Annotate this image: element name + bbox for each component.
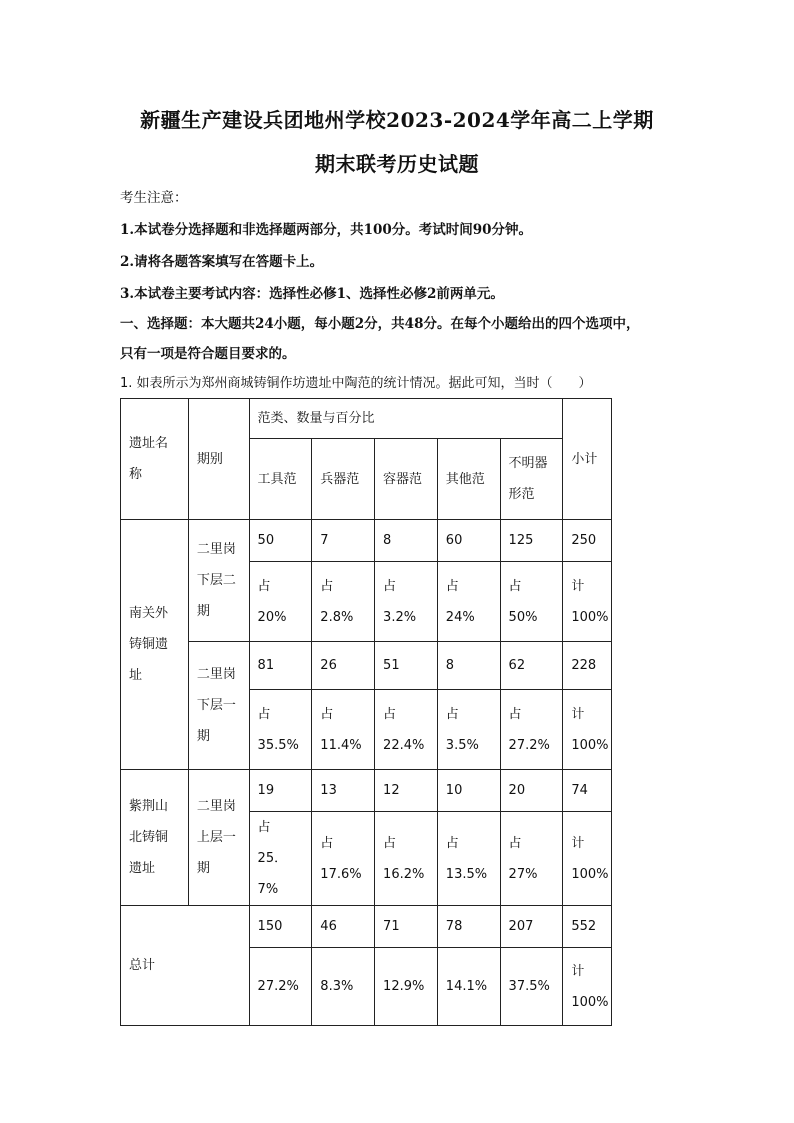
- cell-percent: 占 24%: [437, 562, 500, 642]
- table-header-row: [121, 399, 612, 439]
- cell-count: 150: [249, 906, 312, 948]
- header-period: 期别: [188, 399, 249, 520]
- cell-count: 78: [437, 906, 500, 948]
- header-site: 遗址名 称: [121, 399, 189, 520]
- table-row-total: [121, 906, 612, 948]
- cell-subtotal: 228: [563, 642, 612, 690]
- cell-count: 19: [249, 770, 312, 812]
- cell-percent: 占 27%: [500, 812, 563, 906]
- cell-count: 125: [500, 520, 563, 562]
- mold-statistics-table: [120, 398, 612, 1026]
- notice-item-1: 1.本试卷分选择题和非选择题两部分，共100分。考试时间90分钟。: [120, 222, 533, 238]
- exam-title-line2: 期末联考历史试题: [315, 152, 479, 176]
- cell-percent: 占 17.6%: [312, 812, 375, 906]
- cell-subtotal-percent: 计 100%: [563, 812, 612, 906]
- cell-percent: 12.9%: [375, 948, 438, 1026]
- cell-count: 71: [375, 906, 438, 948]
- header-subtotal: 小计: [563, 399, 612, 520]
- table-row: [121, 520, 612, 562]
- header-vessel: 容器范: [375, 439, 438, 520]
- cell-count: 13: [312, 770, 375, 812]
- cell-count: 46: [312, 906, 375, 948]
- notice-item-3: 3.本试卷主要考试内容：选择性必修1、选择性必修2前两单元。: [120, 286, 504, 302]
- site-nanguanwai: 南关外 铸铜遗 址: [121, 520, 189, 770]
- notice-heading: 考生注意：: [120, 190, 188, 206]
- period-lower-2: 二里岗 下层二 期: [188, 520, 249, 642]
- cell-percent: 占 20%: [249, 562, 312, 642]
- cell-count: 207: [500, 906, 563, 948]
- cell-count: 7: [312, 520, 375, 562]
- table-row: [121, 770, 612, 812]
- cell-count: 26: [312, 642, 375, 690]
- site-zijingshan: 紫荆山 北铸铜 遗址: [121, 770, 189, 906]
- header-unknown: 不明器 形范: [500, 439, 563, 520]
- cell-percent: 占 50%: [500, 562, 563, 642]
- cell-subtotal-percent: 计 100%: [563, 562, 612, 642]
- cell-count: 51: [375, 642, 438, 690]
- cell-count: 60: [437, 520, 500, 562]
- period-lower-1: 二里岗 下层一 期: [188, 642, 249, 770]
- cell-percent: 8.3%: [312, 948, 375, 1026]
- table-row: [121, 642, 612, 690]
- cell-count: 8: [437, 642, 500, 690]
- cell-percent: 占 22.4%: [375, 690, 438, 770]
- cell-subtotal: 250: [563, 520, 612, 562]
- cell-percent: 占 16.2%: [375, 812, 438, 906]
- cell-count: 20: [500, 770, 563, 812]
- header-weapon: 兵器范: [312, 439, 375, 520]
- cell-subtotal-percent: 计 100%: [563, 690, 612, 770]
- cell-count: 62: [500, 642, 563, 690]
- cell-percent: 27.2%: [249, 948, 312, 1026]
- section-instruction-line1: 一、选择题：本大题共24小题，每小题2分，共48分。在每个小题给出的四个选项中，: [120, 316, 640, 332]
- cell-subtotal: 552: [563, 906, 612, 948]
- cell-percent: 占 13.5%: [437, 812, 500, 906]
- cell-subtotal-percent: 计 100%: [563, 948, 612, 1026]
- header-other: 其他范: [437, 439, 500, 520]
- cell-percent: 占 3.5%: [437, 690, 500, 770]
- cell-percent: 占 3.2%: [375, 562, 438, 642]
- period-upper-1: 二里岗 上层一 期: [188, 770, 249, 906]
- section-instruction-line2: 只有一项是符合题目要求的。: [120, 346, 296, 362]
- cell-percent: 占 11.4%: [312, 690, 375, 770]
- cell-count: 10: [437, 770, 500, 812]
- cell-percent: 占 27.2%: [500, 690, 563, 770]
- cell-count: 81: [249, 642, 312, 690]
- cell-count: 50: [249, 520, 312, 562]
- cell-percent: 占 2.8%: [312, 562, 375, 642]
- cell-count: 8: [375, 520, 438, 562]
- header-group: 范类、数量与百分比: [249, 399, 563, 439]
- cell-percent: 占 35.5%: [249, 690, 312, 770]
- cell-count: 12: [375, 770, 438, 812]
- cell-percent: 占 25． 7%: [249, 812, 312, 906]
- cell-percent: 37.5%: [500, 948, 563, 1026]
- exam-title-line1: 新疆生产建设兵团地州学校2023-2024学年高二上学期: [140, 108, 654, 132]
- notice-item-2: 2.请将各题答案填写在答题卡上。: [120, 254, 324, 270]
- cell-subtotal: 74: [563, 770, 612, 812]
- cell-percent: 14.1%: [437, 948, 500, 1026]
- header-tool: 工具范: [249, 439, 312, 520]
- question-1-stem: 1. 如表所示为郑州商城铸铜作坊遗址中陶范的统计情况。据此可知，当时（ ）: [120, 376, 592, 391]
- total-label: 总计: [121, 906, 250, 1026]
